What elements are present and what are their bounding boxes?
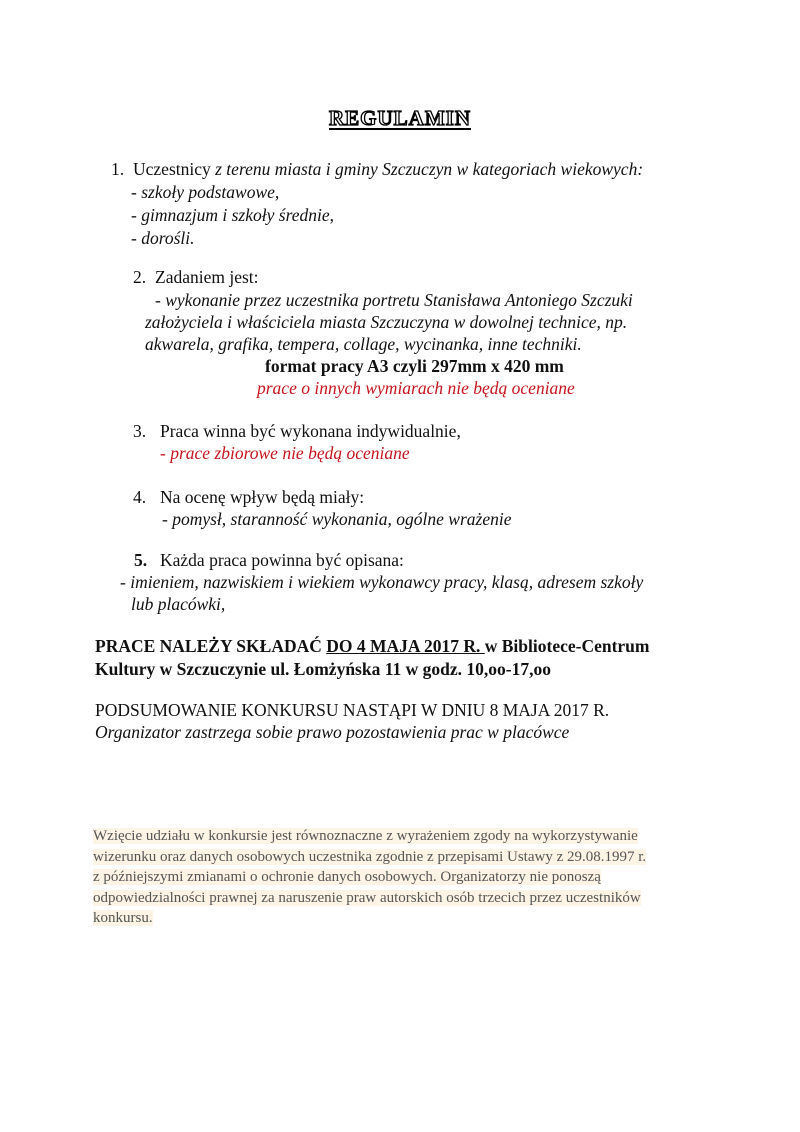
- section-2-number: 2.: [133, 267, 147, 287]
- consent-line-4: odpowiedzialności prawnej za naruszenie praw autorskich osób trzecich przez uczestników: [93, 889, 641, 906]
- section-1-item-1: - szkoły podstawowe,: [131, 182, 280, 202]
- size-warning: prace o innych wymiarach nie będą oceniane: [257, 378, 575, 398]
- section-1-item-2: - gimnazjum i szkoły średnie,: [131, 205, 335, 225]
- section-2-line-1: - wykonanie przez uczestnika portretu Stanisława Antoniego Szczuki: [155, 290, 633, 310]
- document-title: REGULAMIN: [328, 106, 471, 130]
- section-4-item: - pomysł, staranność wykonania, ogólne wrażenie: [162, 509, 512, 529]
- format-requirement: format pracy A3 czyli 297mm x 420 mm: [265, 356, 564, 376]
- submission-part-2: w Bibliotece-Centrum: [484, 636, 650, 656]
- submission-deadline: DO 4 MAJA 2017 R.: [326, 636, 485, 656]
- section-2-line-3: akwarela, grafika, tempera, collage, wycinanka, inne techniki.: [145, 334, 582, 354]
- consent-notice: [93, 826, 733, 929]
- section-1-item-3: - dorośli.: [131, 228, 195, 248]
- section-1-rest: z terenu miasta i gminy Szczuczyn w kategoriach wiekowych:: [210, 159, 644, 179]
- section-3-heading: Praca winna być wykonana indywidualnie,: [160, 421, 461, 441]
- section-5-line-2: lub placówki,: [131, 594, 226, 614]
- section-4-number: 4.: [133, 487, 147, 507]
- consent-line-1: Wzięcie udziału w konkursie jest równoznaczne z wyrażeniem zgody na wykorzystywanie: [93, 828, 638, 844]
- section-5-heading: Każda praca powinna być opisana:: [160, 550, 404, 570]
- section-3-number: 3.: [133, 421, 147, 441]
- section-2-line-2: założyciela i właściciela miasta Szczuczyna w dowolnej technice, np.: [145, 312, 628, 332]
- consent-line-2: wizerunku oraz danych osobowych uczestnika zgodnie z przepisami Ustawy z 29.08.1997 r.: [93, 848, 647, 865]
- submission-line-2: Kultury w Szczuczynie ul. Łomżyńska 11 w godz. 10,oo-17,oo: [95, 659, 551, 679]
- submission-part-1: PRACE NALEŻY SKŁADAĆ: [95, 636, 327, 656]
- section-1-lead: Uczestnicy: [133, 159, 211, 179]
- section-5-line-1: - imieniem, nazwiskiem i wiekiem wykonawcy pracy, klasą, adresem szkoły: [120, 572, 644, 592]
- organizer-note: Organizator zastrzega sobie prawo pozostawienia prac w placówce: [95, 722, 570, 742]
- consent-line-5: konkursu.: [93, 910, 153, 926]
- summary-announcement: PODSUMOWANIE KONKURSU NASTĄPI W DNIU 8 MAJA 2017 R.: [95, 700, 610, 720]
- section-1-number: 1.: [111, 159, 125, 179]
- group-work-warning: - prace zbiorowe nie będą oceniane: [160, 443, 410, 463]
- section-5-number: 5.: [134, 550, 148, 570]
- section-4-heading: Na ocenę wpływ będą miały:: [160, 487, 365, 507]
- section-1-heading: [133, 158, 643, 180]
- section-2-heading: Zadaniem jest:: [155, 267, 259, 287]
- submission-line-1: [95, 634, 650, 658]
- consent-line-3: z późniejszymi zmianami o ochronie danych osobowych. Organizatorzy nie ponoszą: [93, 869, 601, 885]
